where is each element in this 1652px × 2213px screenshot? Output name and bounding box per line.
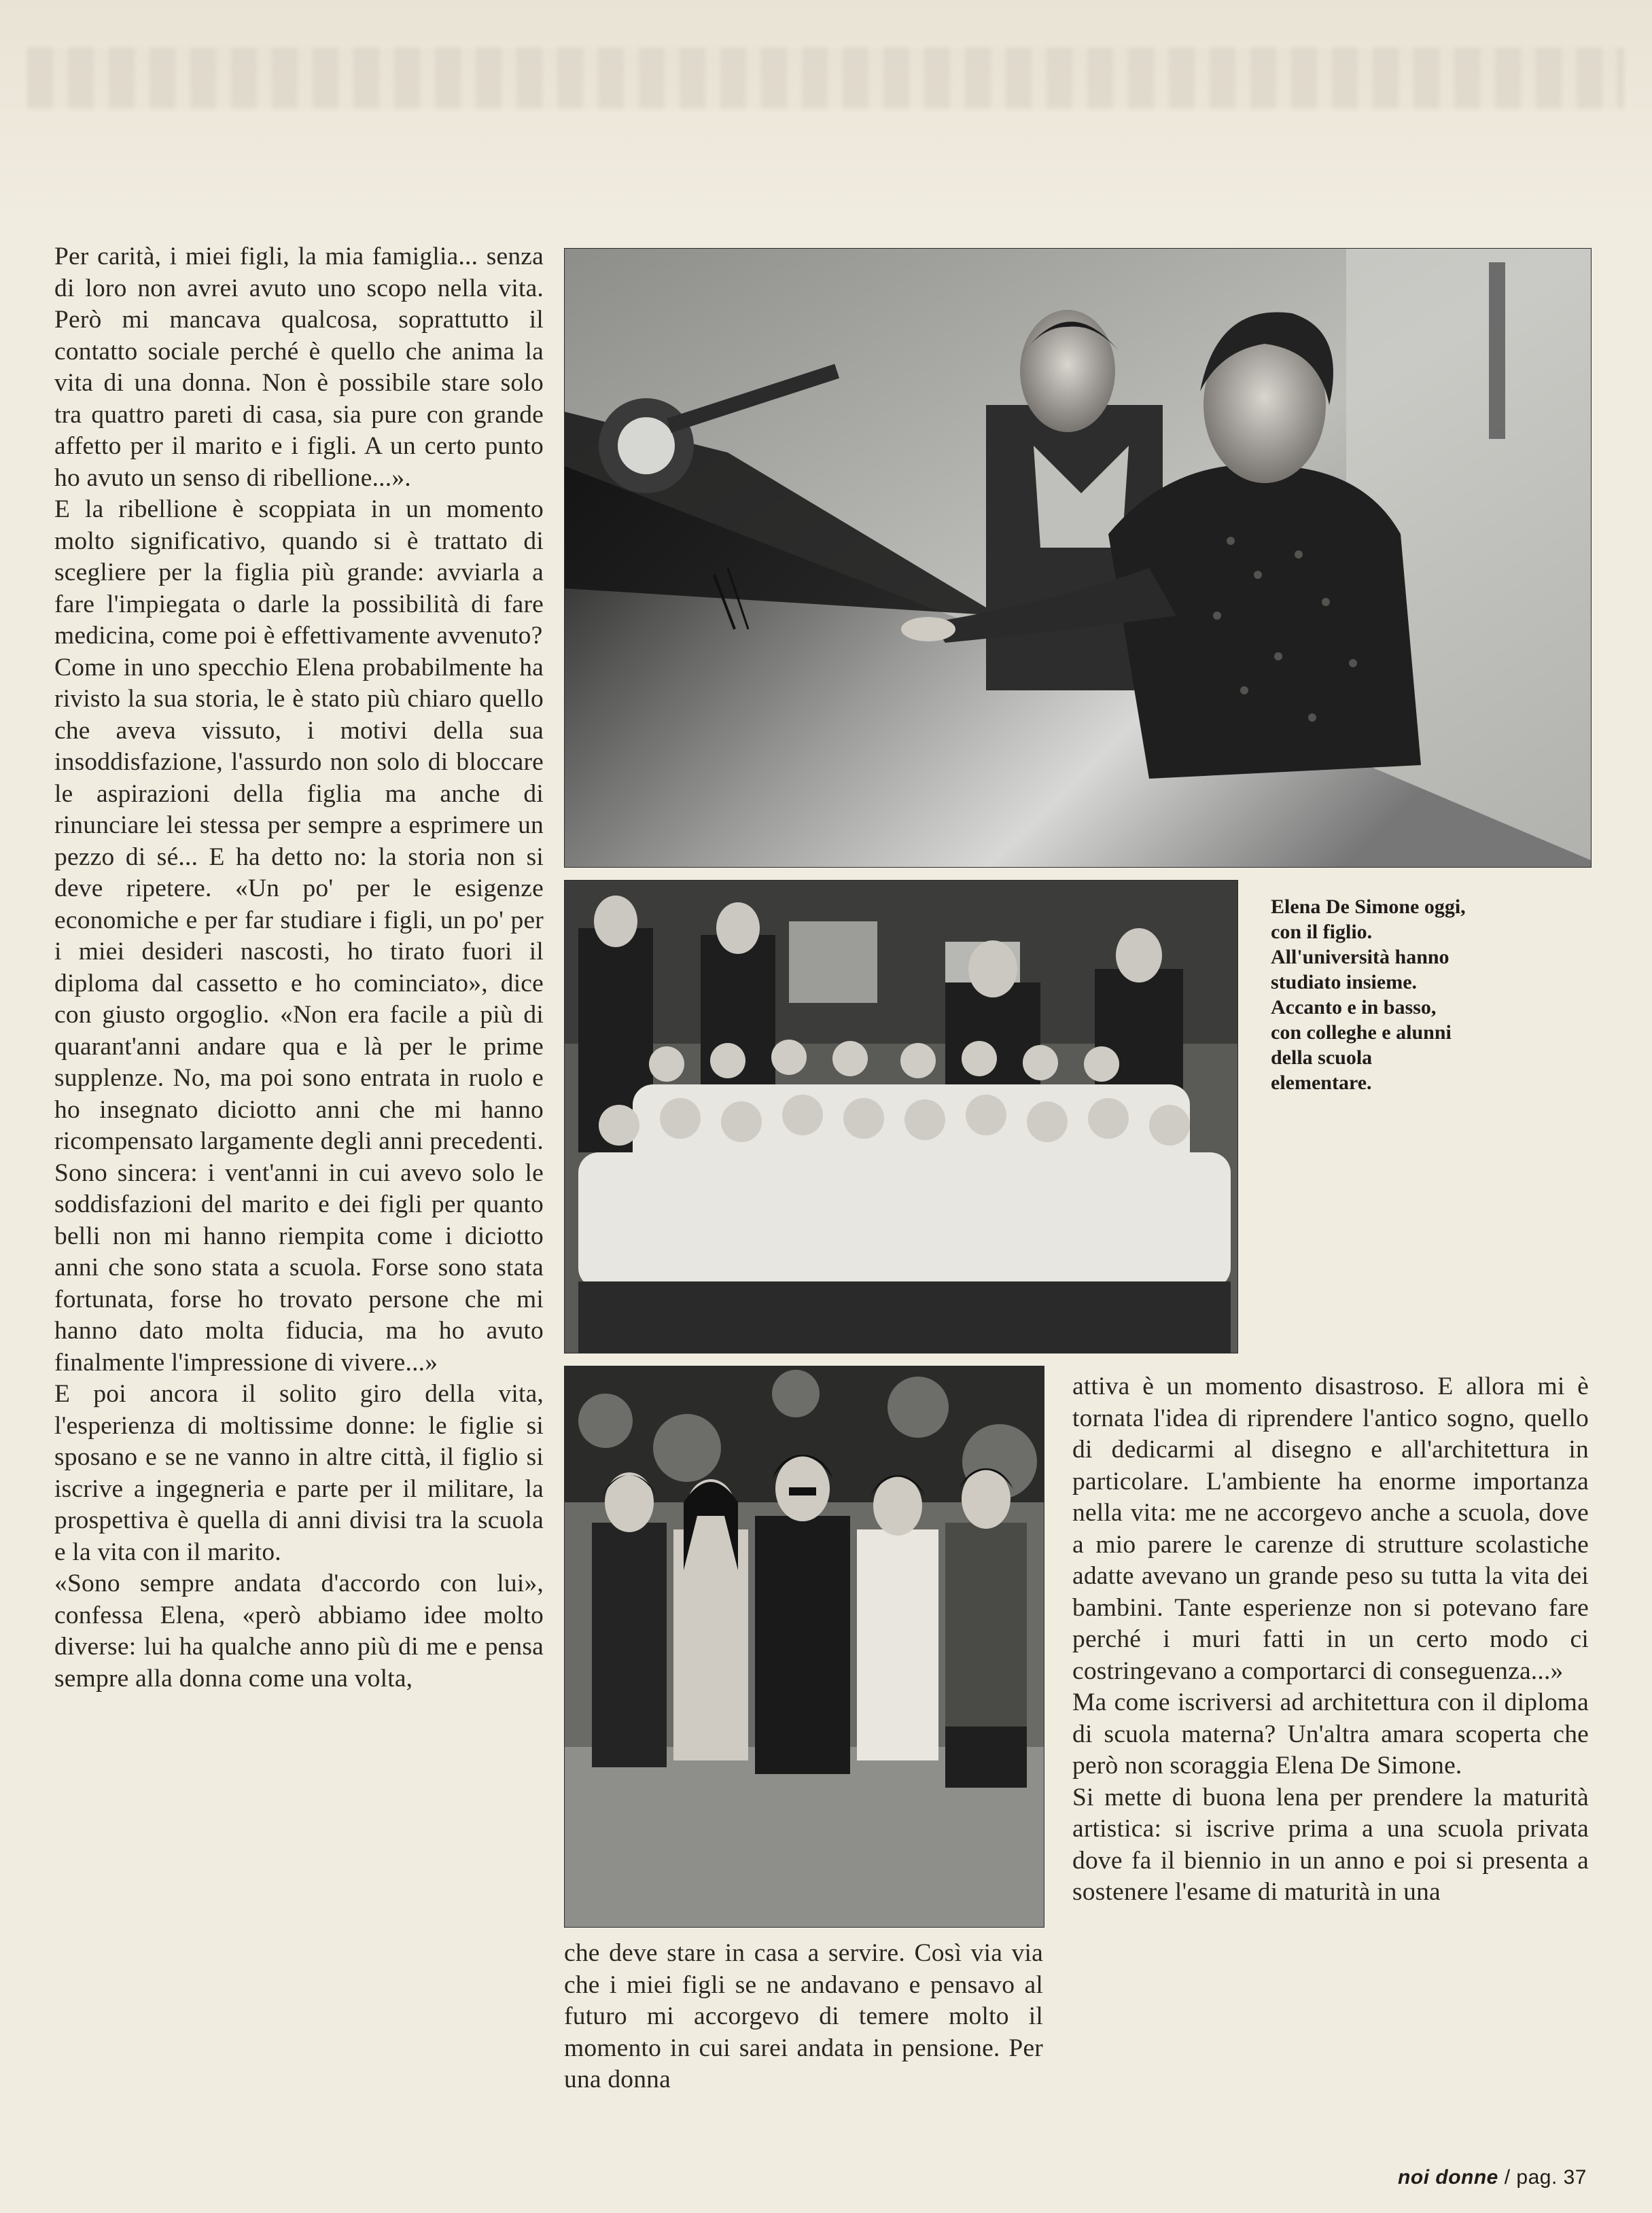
paragraph: E la ribellione è scoppiata in un momento molto significativo, quando si è trattato di scegliere per la figlia più grande: avviarla a fare l'impiegata o darle la possibilità di fare medicina, come poi è effettivamente avvenuto?	[54, 495, 544, 650]
caption-line: Elena De Simone oggi,	[1271, 896, 1466, 918]
caption-line: con il figlio.	[1271, 921, 1373, 943]
caption-line: con colleghe e alunni	[1271, 1021, 1452, 1044]
photo-mother-son-drafting-table	[564, 248, 1592, 868]
paragraph: Come in uno specchio Elena probabilmente ha rivisto la sua storia, le è stato più chiaro quello che aveva vissuto, i motivi della sua insoddisfazione, l'assurdo non solo di bloccare le aspirazioni della figlia ma anche di rinunciare lei stessa per sempre a esprimere un pezzo di sé... E ha detto no: la storia non si deve ripetere. «Un po' per le esigenze economiche e per far studiare i figli, un po' per i miei desideri nascosti, ho tirato fuori il diploma dal cassetto e ho cominciato», dice con giusto orgoglio. «Non era facile a più di quarant'anni andare qua e là per le prime supplenze. No, ma poi sono entrata in ruolo e ho insegnato diciotto anni che mi hanno ricompensato largamente degli anni precedenti. Sono sincera: i vent'anni in cui avevo solo le soddisfazioni del marito e dei figli per quanto belli non mi hanno riempita come i diciotto anni che sono stata a scuola. Forse sono stata fortunata, forse ho trovato persone che mi hanno dato molta fiducia, ma ho avuto finalmente l'impressione di vivere...»	[54, 653, 544, 1377]
caption-line: Accanto e in basso,	[1271, 996, 1437, 1019]
paragraph: Per carità, i miei figli, la mia famiglia... senza di loro non avrei avuto uno scopo nella vita. Però mi mancava qualcosa, soprattutto il contatto sociale perché è quello che anima la vita di una donna. Non è possibile stare solo tra quattro pareti di casa, sia pure con grande affetto per il marito e i figli. A un certo punto ho avuto un senso di ribellione...».	[54, 243, 544, 492]
footer-separator: /	[1504, 2166, 1511, 2189]
paragraph: che deve stare in casa a servire. Così via via che i miei figli se ne andavano e pensavo al futuro mi accorgevo di temere molto il momento in cui sarei andata in pensione. Per una donna	[564, 1939, 1043, 2093]
magazine-brand: noi donne	[1398, 2166, 1498, 2189]
article-column-left	[54, 241, 544, 1695]
article-column-right	[1072, 1371, 1589, 1909]
caption-line: elementare.	[1271, 1072, 1372, 1094]
page-footer	[1398, 2166, 1587, 2189]
page-number: 37	[1563, 2166, 1587, 2189]
top-margin-band	[0, 0, 1652, 224]
caption-line: della scuola	[1271, 1046, 1373, 1069]
photo-teachers-group-outdoors	[564, 1366, 1044, 1928]
paragraph: E poi ancora il solito giro della vita, l'esperienza di moltissime donne: le figlie si sposano e se ne vanno in altre città, il figlio si iscrive a ingegneria e parte per il militare, la prospettiva è quella di anni divisi tra la scuola e la vita con il marito.	[54, 1380, 544, 1566]
bleed-through-shadow	[27, 48, 1624, 109]
photo-caption	[1271, 894, 1556, 1095]
article-column-middle	[564, 1938, 1043, 2096]
paragraph: «Sono sempre andata d'accordo con lui», confessa Elena, «però abbiamo idee molto diverse: lui ha qualche anno più di me e pensa sempre alla donna come una volta,	[54, 1570, 544, 1693]
photo-teachers-with-pupils	[564, 880, 1238, 1353]
caption-line: studiato insieme.	[1271, 971, 1418, 993]
paragraph: Si mette di buona lena per prendere la maturità artistica: si iscrive prima a una scuola privata dove fa il biennio in un anno e poi si presenta a sostenere l'esame di maturità in una	[1072, 1783, 1589, 1906]
paragraph: Ma come iscriversi ad architettura con il diploma di scuola materna? Un'altra amara scoperta che però non scoraggia Elena De Simone.	[1072, 1688, 1589, 1780]
paragraph: attiva è un momento disastroso. E allora mi è tornata l'idea di riprendere l'antico sogno, quello di dedicarmi al disegno e all'architettura in particolare. L'ambiente ha enorme importanza nella vita: me ne accorgevo anche a scuola, dove a mio parere le carenze di strutture scolastiche adatte avevano un grande peso su tutta la vita dei bambini. Tante esperienze non si potevano fare perché i muri fatti in un certo modo ci costringevano a comportarci di conseguenza...»	[1072, 1373, 1589, 1685]
caption-line: All'università hanno	[1271, 946, 1449, 968]
page-label: pag.	[1516, 2166, 1558, 2189]
